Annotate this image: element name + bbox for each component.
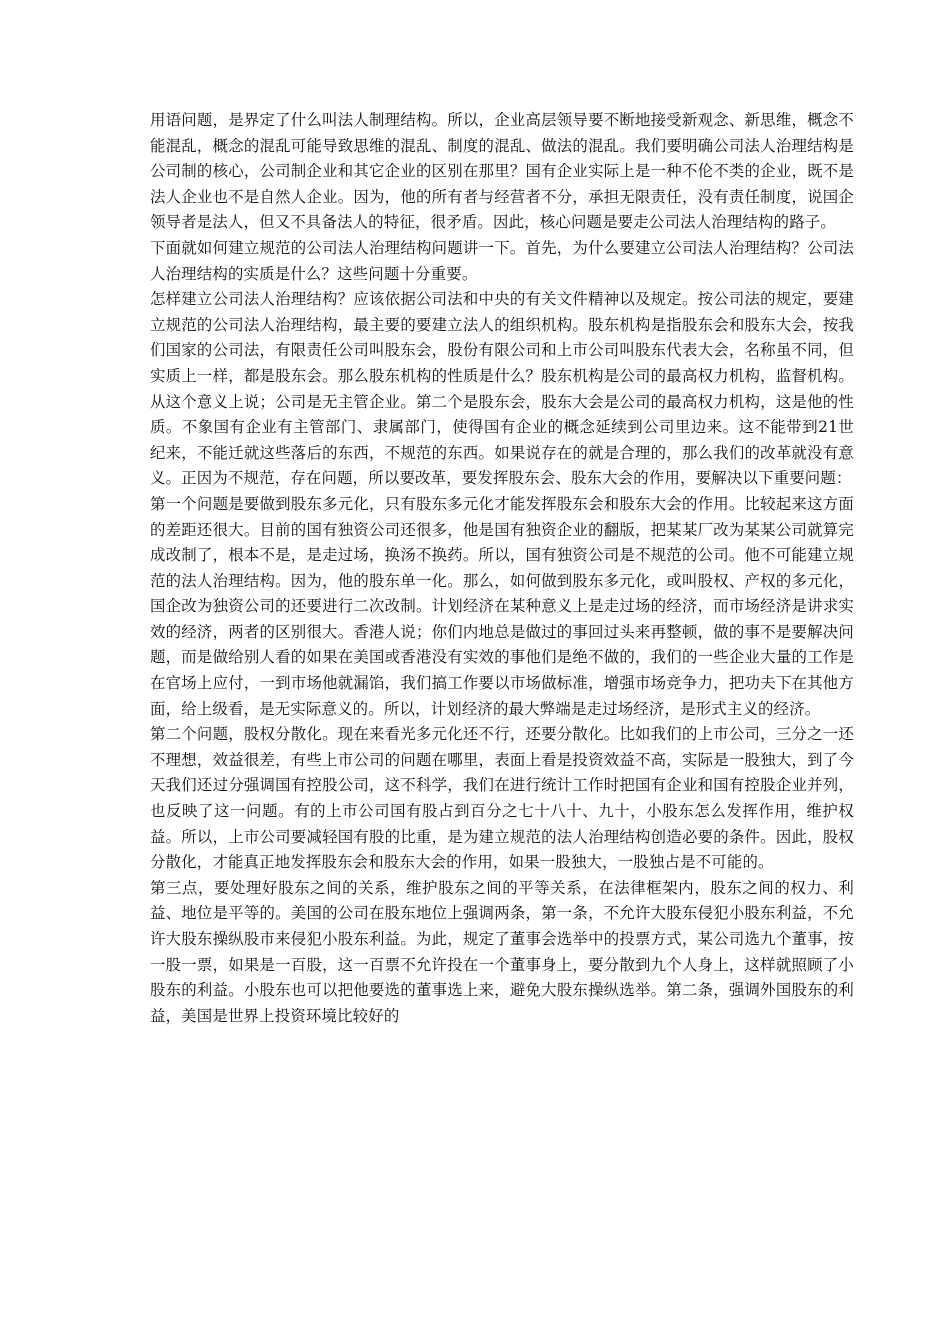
paragraph-4: 第一个问题是要做到股东多元化，只有股东多元化才能发挥股东会和股东大会的作用。比较起来这方面的差距还很大。目前的国有独资公司还很多，他是国有独资企业的翻版，把某某厂改为某某公司就算完成改制了，根本不是，是走过场，换汤不换药。所以，国有独资公司是不规范的公司。他不可能建立规范的法人治理结构。因为，他的股东单一化。那么，如何做到股东多元化，或叫股权、产权的多元化，国企改为独资公司的还要进行二次改制。计划经济在某种意义上是走过场的经济，而市场经济是讲求实效的经济，两者的区别很大。香港人说；你们内地总是做过的事回过头来再整顿，做的事不是要解决问题，而是做给别人看的如果在美国或香港没有实效的事他们是绝不做的，我们的一些企业大量的工作是在官场上应付，一到市场他就漏馅，我们搞工作要以市场做标准，增强市场竞争力，把功夫下在其他方面，给上级看，是无实际意义的。所以，计划经济的最大弊端是走过场经济，是形式主义的经济。: [150, 494, 854, 718]
paragraph-5: 第二个问题，股权分散化。现在来看光多元化还不行，还要分散化。比如我们的上市公司，三分之一还不理想，效益很差，有些上市公司的问题在哪里，表面上看是投资效益不高，实际是一股独大，到了今天我们还过分强调国有控股公司，这不科学，我们在进行统计工作时把国有企业和国有控股企业并列，也反映了这一问题。有的上市公司国有股占到百分之七十八十、九十，小股东怎么发挥作用，维护权益。所以，上市公司要减轻国有股的比重，是为建立规范的法人治理结构创造必要的条件。因此，股权分散化，才能真正地发挥股东会和股东大会的作用，如果一股独大，一股独占是不可能的。: [150, 725, 854, 872]
paragraph-1: 用语问题，是界定了什么叫法人制理结构。所以，企业高层领导要不断地接受新观念、新思维，概念不能混乱，概念的混乱可能导致思维的混乱、制度的混乱、做法的混乱。我们要明确公司法人治理结构是公司制的核心，公司制企业和其它企业的区别在那里？国有企业实际上是一种不伦不类的企业，既不是法人企业也不是自然人企业。因为，他的所有者与经营者不分，承担无限责任，没有责任制度，说国企领导者是法人，但又不具备法人的特征，很矛盾。因此，核心问题是要走公司法人治理结构的路子。: [150, 111, 854, 232]
paragraph-6: 第三点，要处理好股东之间的关系，维护股东之间的平等关系，在法律框架内，股东之间的权力、利益、地位是平等的。美国的公司在股东地位上强调两条，第一条，不允许大股东侵犯小股东利益，不允许大股东操纵股市来侵犯小股东利益。为此，规定了董事会选举中的投票方式，某公司选九个董事，按一股一票，如果是一百股，这一百票不允许投在一个董事身上，要分散到九个人身上，这样就照顾了小股东的利益。小股东也可以把他要选的董事选上来，避免大股东操纵选举。第二条，强调外国股东的利益，美国是世界上投资环境比较好的: [150, 878, 854, 1025]
paragraph-3: 怎样建立公司法人治理结构？应该依据公司法和中央的有关文件精神以及规定。按公司法的规定，要建立规范的公司法人治理结构，最主要的要建立法人的组织机构。股东机构是指股东会和股东大会，按我们国家的公司法，有限责任公司叫股东会，股份有限公司和上市公司叫股东代表大会，名称虽不同，但实质上一样，都是股东会。那么股东机构的性质是什么？股东机构是公司的最高权力机构，监督机构。从这个意义上说；公司是无主管企业。第二个是股东会，股东大会是公司的最高权力机构，这是他的性质。不象国有企业有主管部门、隶属部门，使得国有企业的概念延续到公司里边来。这不能带到21世纪来，不能迁就这些落后的东西，不规范的东西。如果说存在的就是合理的，那么我们的改革就没有意义。正因为不规范，存在问题，所以要改革，要发挥股东会、股东大会的作用，要解决以下重要问题：: [150, 290, 854, 488]
paragraph-2: 下面就如何建立规范的公司法人治理结构问题讲一下。首先，为什么要建立公司法人治理结构？公司法人治理结构的实质是什么？这些问题十分重要。: [150, 238, 854, 283]
document-body: [150, 108, 854, 1029]
